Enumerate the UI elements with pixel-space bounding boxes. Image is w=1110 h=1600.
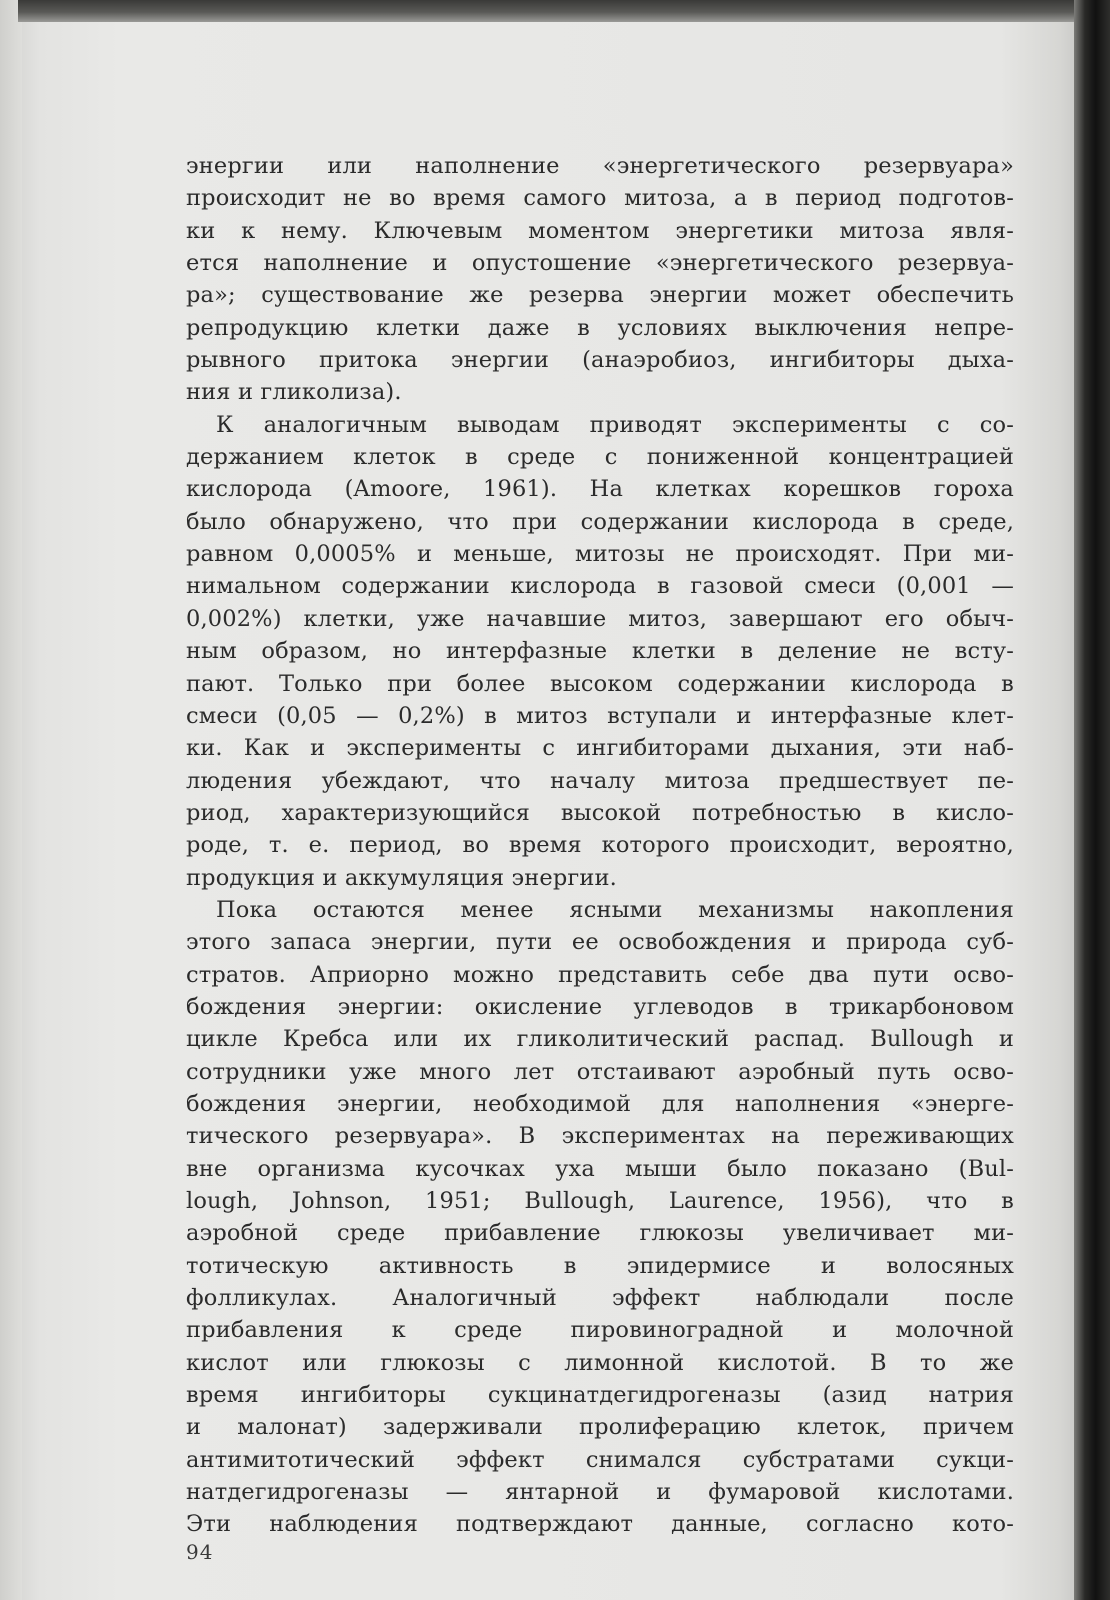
text-line: ки. Как и эксперименты с ингибиторами дыхания, эти наб-: [186, 735, 1014, 762]
text-line: фолликулах. Аналогичный эффект наблюдали после: [186, 1285, 1014, 1312]
text-line: тического резервуара». В экспериментах на переживающих: [186, 1123, 1014, 1150]
text-line: рывного притока энергии (анаэробиоз, ингибиторы дыха-: [186, 347, 1014, 374]
text-line: Эти наблюдения подтверждают данные, согласно кото-: [186, 1511, 1014, 1538]
text-line: ки к нему. Ключевым моментом энергетики митоза явля-: [186, 217, 1014, 244]
page-number: 94: [186, 1540, 214, 1564]
text-line: было обнаружено, что при содержании кислорода в среде,: [186, 508, 1014, 535]
text-line: репродукцию клетки даже в условиях выключения непре-: [186, 314, 1014, 341]
text-line: нимальном содержании кислорода в газовой смеси (0,001 —: [186, 573, 1014, 600]
text-line: ра»; существование же резерва энергии может обеспечить: [186, 282, 1014, 309]
text-line: ным образом, но интерфазные клетки в деление не всту-: [186, 638, 1014, 665]
text-line: цикле Кребса или их гликолитический распад. Bullough и: [186, 1026, 1014, 1053]
text-line: ется наполнение и опустошение «энергетического резервуа-: [186, 250, 1014, 277]
text-line: антимитотический эффект снимался субстратами сукци-: [186, 1446, 1014, 1473]
text-line: вне организма кусочках уха мыши было показано (Bul-: [186, 1155, 1014, 1182]
text-line: тотическую активность в эпидермисе и волосяных: [186, 1252, 1014, 1279]
text-line: время ингибиторы сукцинатдегидрогеназы (азид натрия: [186, 1382, 1014, 1409]
text-line: сотрудники уже много лет отстаивают аэробный путь осво-: [186, 1058, 1014, 1085]
text-line: прибавления к среде пировиноградной и молочной: [186, 1317, 1014, 1344]
page-left-margin-shadow: [0, 0, 22, 1600]
text-line: держанием клеток в среде с пониженной концентрацией: [186, 444, 1014, 471]
page-top-edge-shadow: [18, 0, 1078, 22]
text-line: этого запаса энергии, пути ее освобождения и природа суб-: [186, 929, 1014, 956]
text-line: бождения энергии: окисление углеводов в трикарбоновом: [186, 993, 1014, 1020]
text-line: роде, т. е. период, во время которого происходит, вероятно,: [186, 832, 1014, 859]
text-line: 0,002%) клетки, уже начавшие митоз, завершают его обыч-: [186, 605, 1014, 632]
text-line: ния и гликолиза).: [186, 379, 402, 406]
body-text: [186, 150, 1014, 1541]
text-line: кислорода (Amoore, 1961). На клетках корешков гороха: [186, 476, 1014, 503]
text-line: бождения энергии, необходимой для наполнения «энерге-: [186, 1090, 1014, 1117]
text-line: риод, характеризующийся высокой потребностью в кисло-: [186, 799, 1014, 826]
text-line: происходит не во время самого митоза, а в период подготов-: [186, 185, 1014, 212]
text-line: энергии или наполнение «энергетического резервуара»: [186, 153, 1014, 179]
text-line: равном 0,0005% и меньше, митозы не происходят. При ми-: [186, 541, 1014, 568]
text-line: lough, Johnson, 1951; Bullough, Laurence, 1956), что в: [186, 1188, 1014, 1214]
text-line: и малонат) задерживали пролиферацию клеток, причем: [186, 1414, 1014, 1441]
text-line: стратов. Априорно можно представить себе два пути осво-: [186, 961, 1014, 988]
text-line: кислот или глюкозы с лимонной кислотой. В то же: [186, 1349, 1014, 1376]
book-spine-shadow: [1074, 0, 1110, 1600]
text-line: аэробной среде прибавление глюкозы увеличивает ми-: [186, 1220, 1014, 1247]
text-line: продукция и аккумуляция энергии.: [186, 864, 617, 891]
text-line: смеси (0,05 — 0,2%) в митоз вступали и интерфазные клет-: [186, 702, 1014, 729]
text-line: пают. Только при более высоком содержании кислорода в: [186, 670, 1014, 697]
text-line: К аналогичным выводам приводят эксперименты с со-: [216, 411, 1014, 438]
text-line: натдегидрогеназы — янтарной и фумаровой кислотами.: [186, 1479, 1014, 1506]
text-line: людения убеждают, что началу митоза предшествует пе-: [186, 767, 1014, 794]
text-line: Пока остаются менее ясными механизмы накопления: [216, 896, 1014, 923]
